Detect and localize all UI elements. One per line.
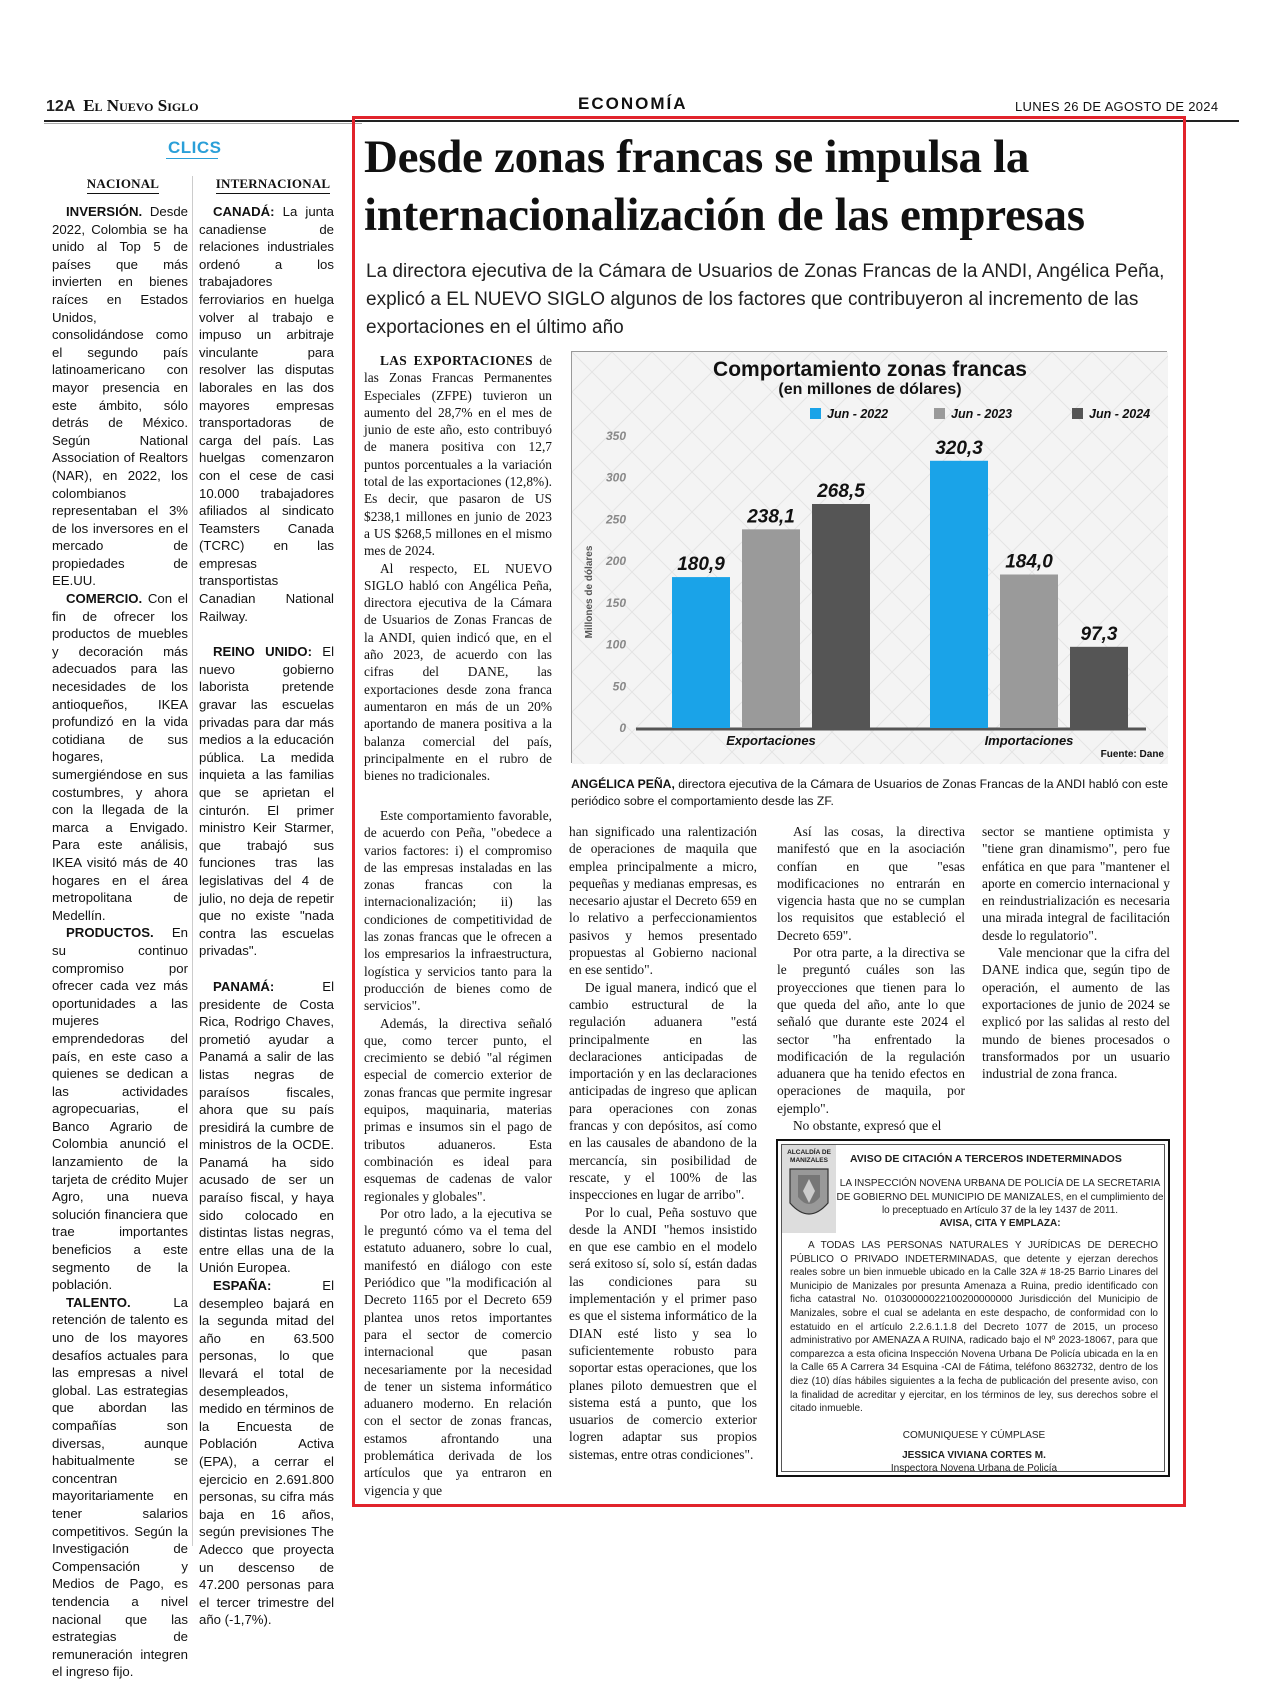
data-label: 238,1 bbox=[747, 506, 795, 528]
photo-caption: ANGÉLICA PEÑA, directora ejecutiva de la Cámara de Usuarios de Zonas Francas de la ANDI habló con este periódico sobre el comportamiento desde las ZF. bbox=[571, 777, 1169, 808]
bar-chart bbox=[571, 351, 1167, 763]
article-column-3 bbox=[569, 823, 757, 1463]
internacional-column bbox=[199, 203, 334, 1629]
chart-subtitle: (en millones de dólares) bbox=[778, 381, 962, 398]
x-category-label: Importaciones bbox=[984, 733, 1074, 748]
chart-canvas bbox=[572, 352, 1168, 764]
legend-label: Jun - 2024 bbox=[1089, 407, 1151, 421]
brief-item: CANADÁ: La junta canadiense de relaciones industriales ordenó a los trabajadores ferroviarios en huelga volver al trabajo e impuso un arbitraje vinculante para resolver las disputas laborales en las dos mayores empresas transportadoras de carga del país. Las huelgas comenzaron con el cese de casi 10.000 trabajadores afiliados al sindicato Teamsters Canada (TCRC) en las empresas transportistas Canadian National Railway. bbox=[199, 204, 334, 624]
y-tick-label: 200 bbox=[605, 554, 626, 569]
article-paragraph: Por otro lado, a la ejecutiva se le preguntó cómo va el tema del estatuto aduanero, sobre lo cual, manifestó en diálogo con este Periódico que "la modificación al Decreto 1165 por el Decreto 659 plantea unos retos importantes para el sector de comercio internacional que pasan necesariamente por la necesidad de tener un sistema informático aduanero moderno. En relación con el sector de zonas francas, estamos afrontando una problemática derivada de los artículos que ya entraron en vigencia y que bbox=[364, 1205, 552, 1498]
article-paragraph: LAS EXPORTACIONES de las Zonas Francas Permanentes Especiales (ZFPE) tuvieron un aumento del 28,7% en el mes de junio de este año, esto contribuyó de manera positiva con 12,7 puntos porcentuales a la variación total de las exportaciones (12,8%). Es decir, que pasaron de US $238,1 millones en junio de 2023 a US $268,5 millones en el mismo mes de 2024. bbox=[364, 353, 552, 559]
article-paragraph: Al respecto, EL NUEVO SIGLO habló con Angélica Peña, directora ejecutiva de la Cámara de Usuarios de Zonas Francas de la ANDI, quien indicó que, en el año 2023, de acuerdo con las cifras del DANE, las exportaciones desde zona franca aumentaron en más de un 20% aportando de manera positiva a la balanza comercial del país, principalmente en el rubro de bienes no tradicionales. bbox=[364, 560, 552, 784]
chart-bar bbox=[1000, 574, 1058, 728]
page-number: 12A bbox=[46, 98, 75, 115]
data-label: 268,5 bbox=[817, 480, 865, 502]
chart-title: Comportamiento zonas francas bbox=[713, 358, 1027, 381]
legend-label: Jun - 2023 bbox=[951, 407, 1013, 421]
y-tick-label: 300 bbox=[605, 470, 626, 485]
section-title: ECONOMÍA bbox=[578, 94, 688, 113]
data-label: 184,0 bbox=[1005, 551, 1053, 573]
y-tick-label: 50 bbox=[612, 679, 626, 694]
svg-text:MANIZALES: MANIZALES bbox=[790, 1157, 828, 1164]
chart-bar bbox=[812, 504, 870, 728]
clics-underline bbox=[166, 158, 218, 159]
y-axis-label: Millones de dólares bbox=[584, 545, 595, 639]
legal-notice bbox=[776, 1139, 1170, 1477]
y-tick-label: 350 bbox=[605, 429, 626, 443]
article-paragraph: Por otra parte, a la directiva se le preguntó cuáles son las proyecciones que tienen para lo que queda del año, ante lo que señaló que durante este 2024 el sector "ha enfrentado la modificación de la regulación aduanera que ha tenido efectos en operaciones de maquila, por ejemplo". bbox=[777, 945, 965, 1116]
legend-swatch bbox=[934, 408, 945, 419]
chart-bar bbox=[1070, 647, 1128, 728]
y-tick-label: 250 bbox=[605, 512, 626, 527]
article-paragraph: han significado una ralentización de operaciones de maquila que emplea principalmente a micro, pequeñas y medianas empresas, es necesario ajustar el Decreto 659 en lo relativo a perfeccionamientos pasivos y hemos presentado propuestas al Gobierno nacional en ese sentido". bbox=[569, 824, 757, 978]
article-headline: Desde zonas francas se impulsa la internacionalización de las empresas bbox=[364, 131, 1085, 241]
article-column-2 bbox=[364, 807, 552, 1499]
legend-swatch bbox=[1072, 408, 1083, 419]
article-column-4 bbox=[777, 823, 965, 1134]
brief-item: PRODUCTOS. En su continuo compromiso por ofrecer cada vez más oportunidades a las mujeres emprendedoras del país, en este caso a quienes se dedican a las actividades agropecuarias, el Banco Agrario de Colombia anunció el lanzamiento de la tarjeta de crédito Mujer Agro, una nueva solución financiera que trae importantes beneficios a este segmento de la población. bbox=[52, 925, 188, 1293]
alcaldia-seal-icon bbox=[782, 1145, 836, 1233]
brief-item: PANAMÁ: El presidente de Costa Rica, Rodrigo Chaves, prometió ayudar a Panamá a salir de las listas negras de paraísos fiscales, ahora que su país presidirá la cumbre de ministros de la OCDE. Panamá ha sido acusado de ser un paraíso fiscal, y haya sido colocado en distintas listas negras, entre ellas una de la Unión Europea. bbox=[199, 978, 334, 1276]
notice-title: AVISO DE CITACIÓN A TERCEROS INDETERMINADOS bbox=[850, 1153, 1122, 1165]
notice-body: A TODAS LAS PERSONAS NATURALES Y JURÍDICAS DE DERECHO PÚBLICO O PRIVADO INDETERMINADAS, que detente y ejerzan derechos reales sobre un bien inmueble ubicado en la Calle 32A # 18-25 Barrio Linares del Municipio de Manizales por presunta Amenaza a Ruina, predio identificado con ficha catastral No. 01030000022100200000000 Jurisdicción del Municipio de Manizales, sobre el cual se adelanta en este despacho, de conformidad con lo estatuido en el artículo 2.2.6.1.1.8 del Decreto 1077 de 2015, un proceso administrativo por AMENAZA A RUINA, radicado bajo el Nº 2023-18067, para que comparezca a esta oficina Inspección Novena Urbana De Policía ubicada en la en la Calle 65 A Carrera 34 Esquina -CAI de Fátima, teléfono 8632732, dentro de los diez (10) días hábiles siguientes a la fecha de publicación del presente aviso, con la finalidad de acreditar y ejercitar, en los términos de ley, sus derechos sobre el citado inmueble. bbox=[790, 1240, 1158, 1415]
chart-bar bbox=[742, 529, 800, 728]
chart-bar bbox=[930, 461, 988, 728]
brief-item: REINO UNIDO: El nuevo gobierno laborista pretende gravar las escuelas privadas para dar más medios a la educación pública. La medida inquieta a las familias que se aprietan el cinturón. El primer ministro Keir Starmer, que trabajó sus funciones tras las legislativas del 4 de julio, no deja de repetir que no existe "nada contra las escuelas privadas". bbox=[199, 644, 335, 959]
data-label: 97,3 bbox=[1080, 623, 1118, 645]
page-header-left bbox=[46, 96, 199, 116]
chart-bar bbox=[672, 577, 730, 728]
article-paragraph: No obstante, expresó que el bbox=[793, 1118, 942, 1134]
article-column-5 bbox=[982, 823, 1170, 1082]
notice-avisa: AVISA, CITA Y EMPLAZA: bbox=[939, 1218, 1061, 1229]
brief-item: ESPAÑA: El desempleo bajará en la segunda mitad del año en 63.500 personas, lo que llevará el total de desempleados, medido en términos de la Encuesta de Población Activa (EPA), a cerrar el ejercicio en 2.691.800 personas, su cifra más baja en 16 años, según previsiones The Adecco que proyecta un descenso de 47.200 personas para el tercer trimestre del año (-1,7%). bbox=[199, 1278, 334, 1628]
masthead: El Nuevo Siglo bbox=[83, 96, 199, 115]
notice-closing: COMUNIQUESE Y CÚMPLASE bbox=[902, 1430, 1046, 1441]
chart-source: Fuente: Dane bbox=[1100, 749, 1164, 760]
legend-label: Jun - 2022 bbox=[827, 407, 889, 421]
article-paragraph: sector se mantiene optimista y "tiene gran dinamismo", pero fue enfática en que para "mantener el aporte en comercio internacional y en reindustrialización es necesaria una mirada integral de facilitación desde lo regulatorio". bbox=[982, 824, 1170, 943]
column-rule bbox=[44, 123, 362, 124]
signer-title: Inspectora Novena Urbana de Policía bbox=[890, 1463, 1058, 1475]
brief-item: INVERSIÓN. Desde 2022, Colombia se ha unido al Top 5 de países que más invierten en bienes raíces en Estados Unidos, consolidándose como el segundo país latinoamericano con mayor presencia en este ámbito, sólo detrás de México. Según National Association of Realtors (NAR), en 2022, los colombianos representaban el 3% de los inversores en el mercado de propiedades de EE.UU. bbox=[52, 204, 188, 589]
article-paragraph: De igual manera, indicó que el cambio estructural de la regulación aduanera "está principalmente en las declaraciones anticipadas de importación y en las declaraciones anticipadas de ingreso que aplican para operaciones con zonas francas y con depósitos, así como en las causales de abandono de la mercancía, sin posibilidad de rescate, y el 100% de las inspecciones en lugar de arribo". bbox=[569, 979, 757, 1203]
notice-signature bbox=[790, 1429, 1158, 1476]
article-paragraph: Vale mencionar que la cifra del DANE indica que, según tipo de operación, el aumento de las exportaciones de junio de 2024 se explicó por las salidas al resto del mundo de bienes procesados o transformados por un usuario industrial de zona franca. bbox=[982, 945, 1170, 1082]
data-label: 320,3 bbox=[935, 437, 983, 459]
notice-authority: LA INSPECCIÓN NOVENA URBANA DE POLICÍA DE LA SECRETARIA DE GOBIERNO DEL MUNICIPIO DE MANIZALES, en el cumplimiento de lo preceptuado en Artículo 37 de la ley 1437 de 2011. bbox=[836, 1178, 1164, 1217]
article-paragraph: Por lo cual, Peña sostuvo que desde la ANDI "hemos insistido en que ese cambio en el modelo será exitoso sí, solo sí, están dadas las condiciones para su implementación y el primer paso es que el sistema informático de la DIAN esté listo y sea lo suficientemente robusto para soportar estas operaciones, que los planes piloto demuestren que el sistema está a punto, que los usuarios de comercio exterior logren adaptar sus propios sistemas, entre otras condiciones". bbox=[569, 1204, 757, 1462]
column-divider bbox=[192, 176, 193, 1546]
brief-item: COMERCIO. Con el fin de ofrecer los productos de muebles y decoración más adecuados para las necesidades de los antioqueños, IKEA profundizó en la vida cotidiana de sus hogares, sumergiéndose en sus costumbres, y ahora con la llegada de la marca a Envigado. Para este análisis, IKEA visitó más de 40 hogares en el área metropolitana de Medellín. bbox=[52, 591, 188, 923]
article-deck: La directora ejecutiva de la Cámara de Usuarios de Zonas Francas de la ANDI, Angélica Peña, explicó a EL NUEVO SIGLO algunos de los factores que contribuyeron al incremento de las exportaciones en el último año bbox=[366, 261, 1165, 338]
data-label: 180,9 bbox=[677, 554, 725, 576]
x-category-label: Exportaciones bbox=[726, 733, 816, 748]
issue-date: LUNES 26 DE AGOSTO DE 2024 bbox=[1015, 99, 1219, 114]
y-tick-label: 0 bbox=[619, 721, 626, 735]
nacional-heading: NACIONAL bbox=[58, 176, 188, 192]
article-paragraph: Además, la directiva señaló que, como tercer punto, el crecimiento se debió "al régimen especial de comercio exterior de zonas francas que permite ingresar equipos, maquinaria, materias primas e insumos sin el pago de tributos aduaneros. Esta combinación es ideal para esquemas de cadenas de valor regionales y globales". bbox=[364, 1015, 552, 1204]
y-tick-label: 150 bbox=[605, 595, 626, 610]
internacional-heading: INTERNACIONAL bbox=[202, 176, 344, 192]
article-paragraph: Así las cosas, la directiva manifestó que en la asociación confían en que "esas modificaciones no entrarán en vigencia hasta que no se cumplan los requisitos que estableció el Decreto 659". bbox=[777, 824, 965, 943]
nacional-column bbox=[52, 203, 188, 1681]
brief-item: TALENTO. La retención de talento es uno de los mayores desafíos actuales para las empresas a nivel global. Las estrategias que abordan las compañías son diversas, aunque habitualmente se concentran mayoritariamente en tener salarios competitivos. Según la Investigación de Compensación y Medios de Pago, es tendencia a nivel nacional que las estrategias de remuneración integren el ingreso fijo. bbox=[52, 1294, 188, 1680]
y-tick-label: 100 bbox=[605, 637, 626, 652]
legend-swatch bbox=[810, 408, 821, 419]
article-paragraph: Este comportamiento favorable, de acuerdo con Peña, "obedece a varios factores: i) el compromiso de las empresas instaladas en las zonas francas con la internacionalización; ii) las condiciones de competitividad de las zonas francas que le ofrecen a los empresarios la infraestructura, logística y servicios tanto para la producción de bienes como de servicios". bbox=[364, 808, 552, 1014]
clics-title: CLICS bbox=[168, 138, 222, 157]
signer-name: JESSICA VIVIANA CORTES M. bbox=[902, 1449, 1046, 1461]
article-column-1 bbox=[364, 352, 552, 784]
svg-text:ALCALDÍA DE: ALCALDÍA DE bbox=[787, 1149, 831, 1156]
